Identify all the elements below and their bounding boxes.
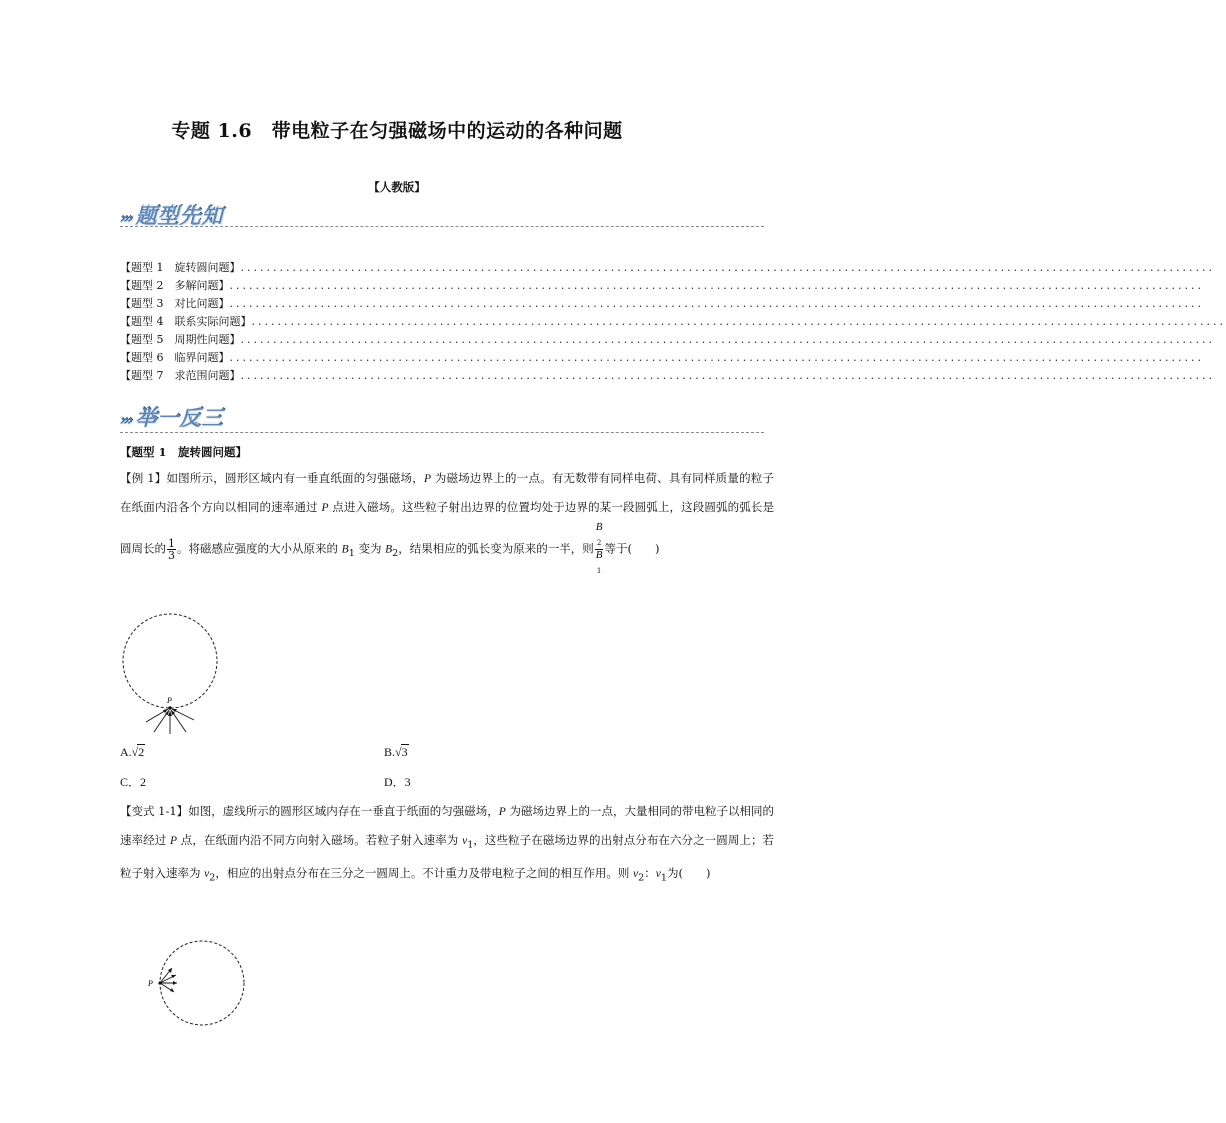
toc-item[interactable]: 【题型 6 临界问题】 ......................................................................................................................................................: [120, 351, 1204, 364]
figure-1-circle-diagram: [116, 612, 226, 736]
point-p-label: P: [167, 696, 172, 705]
variant-1-1-text: 【变式 1-1】如图，虚线所示的圆形区域内存在一垂直于纸面的匀强磁场，P 为磁场边界上的一点，大量相同的带电粒子以相同的速率经过 P 点，在纸面内沿不同方向射入磁场。若粒子射入速率为 $v_1$，这些粒子在磁场边界的出射点分布在六分之一圆周上；若粒子射入速率为 $v_2$，相应的出射点分布在三分之一圆周上。不计重力及带电粒子之间的相互作用。则 $v_2$：$v_1$为( ): [120, 804, 775, 884]
divider: [120, 432, 764, 433]
option-a[interactable]: A.√2: [120, 745, 145, 759]
page-title: 专题 1.6 带电粒子在匀强磁场中的运动的各种问题: [171, 120, 623, 142]
section-heading: 【题型 1 旋转圆问题】: [120, 445, 248, 459]
point-p: [168, 706, 172, 710]
option-c[interactable]: C．2: [120, 775, 147, 789]
point-p-label: P: [148, 979, 153, 988]
example-1-text: 【例 1】如图所示，圆形区域内有一垂直纸面的匀强磁场，P 为磁场边界上的一点。有无数带有同样电荷、具有同样质量的粒子在纸面内沿各个方向以相同的速率通过 P 点进入磁场。这些粒子射出边界的位置均处于边界的某一段圆弧上，这段圆弧的弧长是圆周长的 $\frac{1}{3}$ 。将磁感应强度的大小从原来的 $B_1$ 变为 $B_2$，结果相应的弧长变为原来的一半，则 B $_2$ B $_1$ 等于( ): [120, 471, 775, 576]
divider: [120, 226, 764, 227]
magnetic-field-circle: [123, 614, 217, 708]
toc-item[interactable]: 【题型 2 多解问题】 ......................................................................................................................................................: [120, 279, 1204, 292]
option-b[interactable]: B.√3: [384, 745, 408, 759]
ratio-fraction: B $_2$ B $_1$: [595, 521, 603, 576]
toc-item[interactable]: 【题型 4 联系实际问题】 ......................................................................................................................................................: [120, 315, 1226, 328]
toc-item[interactable]: 【题型 1 旋转圆问题】 ......................................................................................................................................................: [120, 261, 1215, 274]
toc-item[interactable]: 【题型 3 对比问题】 ......................................................................................................................................................: [120, 297, 1204, 310]
toc-item[interactable]: 【题型 5 周期性问题】 ......................................................................................................................................................: [120, 333, 1215, 346]
particle-arrows: [160, 968, 177, 992]
fraction: $\frac{1}{3}$: [168, 537, 175, 563]
table-of-contents: [120, 259, 1226, 385]
banner-practice: [120, 402, 223, 432]
figure-2-circle-diagram: [144, 938, 248, 1028]
toc-item[interactable]: 【题型 7 求范围问题】 ......................................................................................................................................................: [120, 369, 1215, 382]
chevron-right-icon: ›››: [120, 211, 132, 227]
banner-text: 题型先知: [135, 204, 224, 228]
edition-label: 【人教版】: [368, 180, 426, 194]
option-d[interactable]: D．3: [384, 775, 411, 789]
chevron-right-icon: ›››: [120, 413, 132, 429]
banner-text: 举一反三: [135, 406, 224, 430]
